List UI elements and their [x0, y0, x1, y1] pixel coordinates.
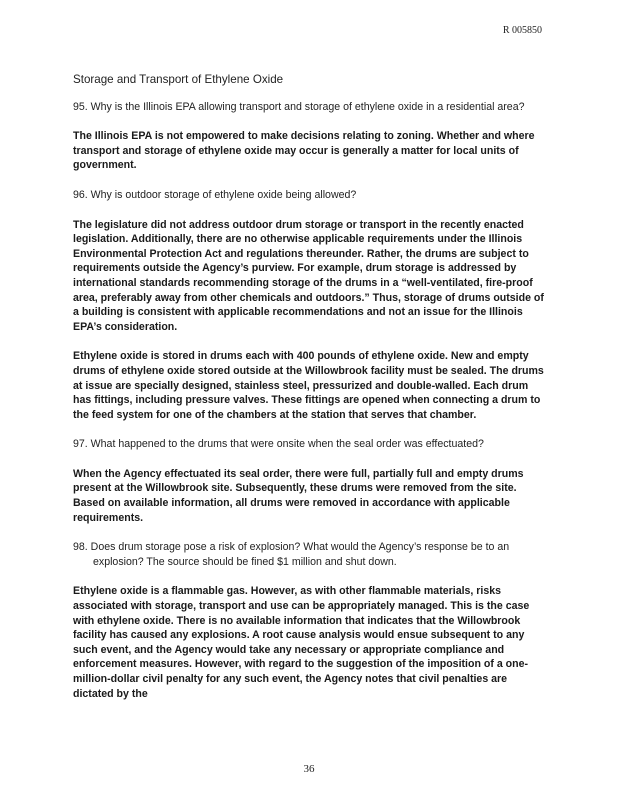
question-97: 97. What happened to the drums that were onsite when the seal order was effectuated?: [73, 438, 484, 451]
answer-95: The Illinois EPA is not empowered to make decisions relating to zoning. Whether and where transport and storage of ethylene oxide may occur is generally a matter for local units of government.: [73, 130, 535, 172]
answer-96-paragraph-2: Ethylene oxide is stored in drums each with 400 pounds of ethylene oxide. New and empty drums of ethylene oxide stored outside at the Willowbrook facility must be sealed. The drums at issue are specially designed, stainless steel, pressurized and double-walled. Each drum has fittings, including pressure valves. These fittings are opened when connecting a drum to the feed system for one of the chambers at the station that serves that chamber.: [73, 350, 544, 421]
answer-98: Ethylene oxide is a flammable gas. However, as with other flammable materials, risks associated with storage, transport and use can be appropriately managed. This is the case with ethylene oxide. There is no available information that indicates that the Willowbrook facility has caused any explosions. A root cause analysis would ensue subsequent to any such event, and the Agency would take any necessary or appropriate compliance and enforcement measures. However, with regard to the suggestion of the imposition of a one-million-dollar civil penalty for any such event, the Agency notes that civil penalties are dictated by the: [73, 585, 530, 700]
section-title: Storage and Transport of Ethylene Oxide: [73, 73, 284, 86]
question-98: 98. Does drum storage pose a risk of explosion? What would the Agency’s response be to an explosion? The source should be fined $1 million and shut down.: [73, 541, 510, 568]
document-body: [73, 73, 547, 716]
answer-96-paragraph-1: The legislature did not address outdoor drum storage or transport in the recently enacted legislation. Additionally, there are no otherwise applicable requirements under the Illinois Environmental Protection Act and regulations thereunder. Rather, the drums are subject to requirements outside the Agency’s purview. For example, drum storage is addressed by international standards recommending storage of the drums in a “well-ventilated, fire-proof area, preferably away from other chemicals and outdoors.” Thus, storage of drums outside of a building is consistent with applicable recommendations and not an issue for the Illinois EPA’s consideration.: [73, 218, 544, 333]
answer-97: When the Agency effectuated its seal order, there were full, partially full and empty drums present at the Willowbrook site. Subsequently, these drums were removed from the site. Based on available information, all drums were removed in accordance with applicable requirements.: [73, 467, 524, 524]
page-number: 36: [303, 763, 315, 775]
bates-number: R 005850: [502, 25, 542, 36]
question-96: 96. Why is outdoor storage of ethylene oxide being allowed?: [73, 188, 357, 201]
question-95: 95. Why is the Illinois EPA allowing transport and storage of ethylene oxide in a residential area?: [73, 100, 525, 113]
